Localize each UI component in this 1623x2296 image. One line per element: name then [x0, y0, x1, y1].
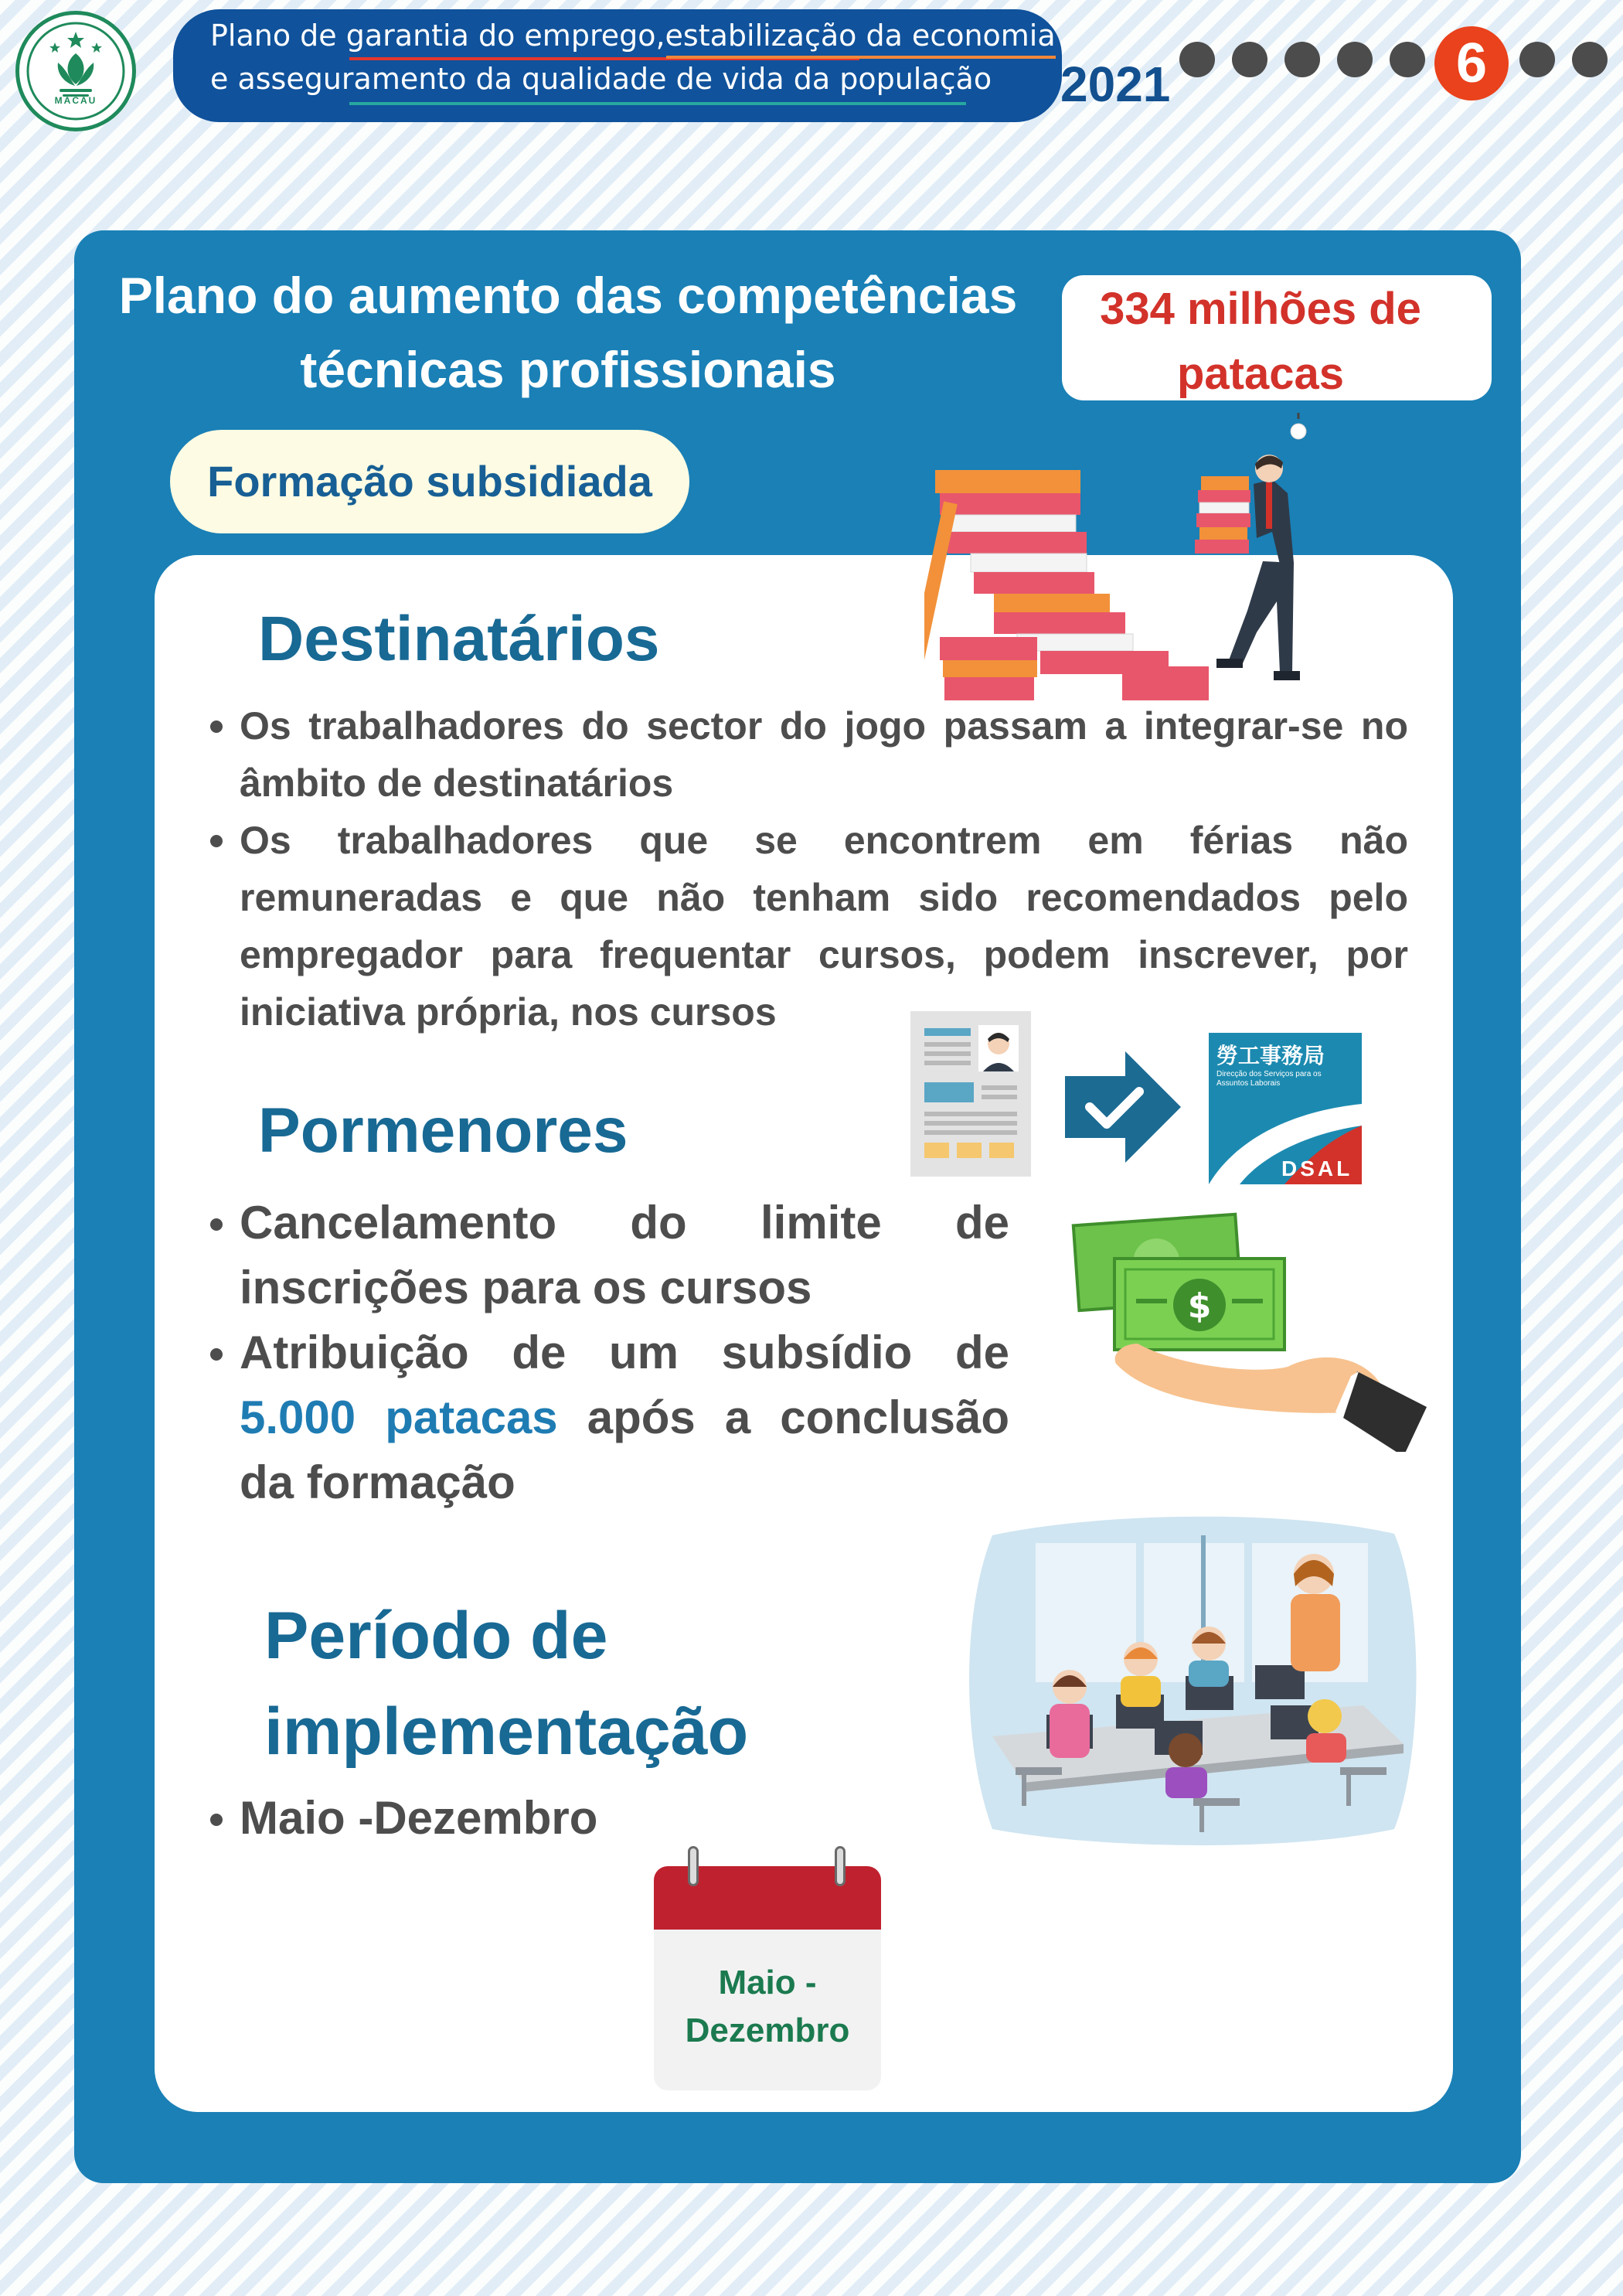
pormenores-list [207, 1191, 1009, 1515]
dsal-chinese-name: 勞工事務局 [1216, 1043, 1325, 1068]
list-item [207, 1320, 1009, 1515]
money-hand-illustration [1071, 1212, 1427, 1452]
destinatarios-list [207, 697, 1408, 1041]
list-item: Os trabalhadores do sector do jogo passam a integrar-se no âmbito de destinatários [207, 697, 1408, 812]
step-dot [1232, 42, 1267, 77]
year-label: 2021 [1060, 56, 1171, 112]
header-underline-teal [349, 102, 966, 105]
resume-document-icon [910, 1011, 1031, 1177]
macau-emblem-logo [15, 11, 136, 131]
header-line-2: e asseguramento da qualidade de vida da população [210, 62, 992, 96]
calendar-period-text: Maio - Dezembro [685, 1964, 850, 2049]
step-dot [1284, 42, 1320, 77]
subsidy-amount: 5.000 patacas [240, 1392, 558, 1443]
step-dot [1519, 42, 1555, 77]
step-dot-active: 6 [1434, 26, 1509, 100]
step-dot [1390, 42, 1425, 77]
calendar-ring [835, 1846, 846, 1886]
list-item-text: após a conclusão da formação [240, 1392, 1010, 1508]
dsal-acronym: DSAL [1281, 1157, 1353, 1180]
list-item: Os trabalhadores que se encontrem em férias não remuneradas e que não tenham sido recomendados pelo empregador para frequentar cursos, podem inscrever, por iniciativa própria, nos cursos [207, 812, 1408, 1041]
step-dot [1572, 42, 1608, 77]
header-line-1: Plano de garantia do emprego,estabilização da economia [210, 19, 1056, 53]
calendar-ring [688, 1846, 699, 1886]
section-heading-periodo: Período de implementação [264, 1599, 749, 1769]
classroom-illustration [961, 1512, 1422, 1849]
dsal-logo [1209, 1033, 1362, 1184]
list-item: Cancelamento do limite de inscrições para os cursos [207, 1191, 1009, 1320]
periodo-list [207, 1786, 825, 1851]
header-underline-orange [666, 56, 1056, 59]
svg-text:$: $ [1187, 1286, 1212, 1326]
section-heading-pormenores: Pormenores [258, 1095, 628, 1166]
books-stairs-illustration [924, 408, 1326, 703]
step-dot [1337, 42, 1373, 77]
step-dot [1179, 42, 1215, 77]
section-heading-destinatarios: Destinatários [258, 604, 660, 674]
dsal-portuguese-name: Direcção dos Serviços para os Assuntos Laborais [1216, 1070, 1322, 1088]
emblem-caption: MACAU [54, 95, 97, 106]
calendar-icon [654, 1866, 881, 2090]
budget-text: 334 milhões de patacas [1100, 284, 1421, 399]
step-indicator [1179, 26, 1612, 96]
check-arrow-icon [1063, 1048, 1182, 1167]
main-title: Plano do aumento das competências técnicas profissionais [118, 267, 1018, 398]
subtitle-text: Formação subsidiada [207, 457, 652, 506]
list-item-text: Atribuição de um subsídio de [240, 1327, 1009, 1378]
list-item: Maio -Dezembro [207, 1786, 825, 1851]
